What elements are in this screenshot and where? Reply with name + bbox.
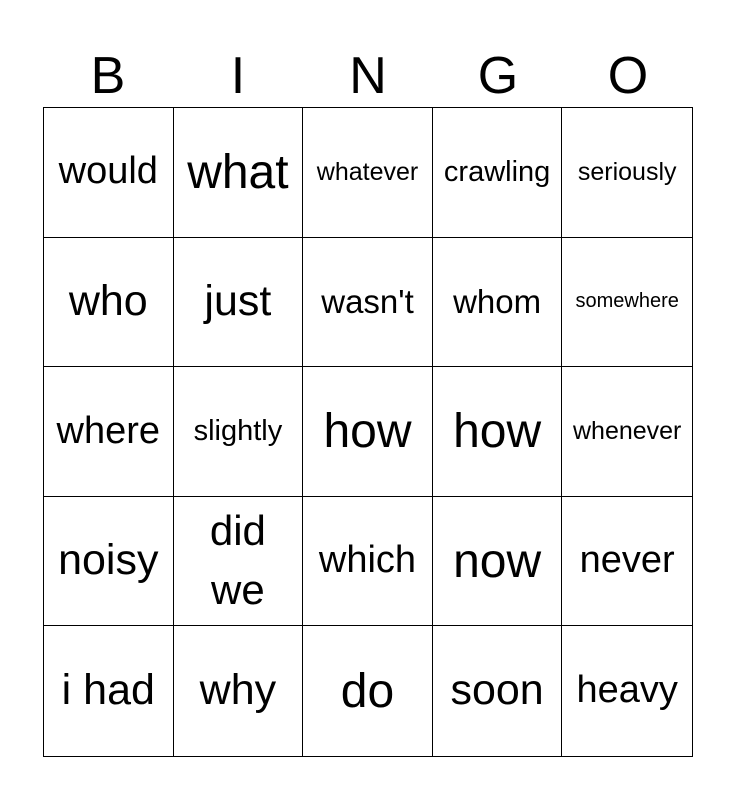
cell-word: slightly [193,414,283,447]
cell-word: whom [453,282,542,320]
cell-word: somewhere [575,290,679,313]
bingo-board [43,107,693,757]
bingo-cell[interactable] [174,367,304,497]
bingo-cell[interactable] [174,626,304,756]
bingo-cell[interactable] [562,626,692,756]
bingo-cell[interactable] [433,367,563,497]
bingo-cell[interactable] [433,238,563,368]
bingo-cell[interactable] [174,108,304,238]
cell-word: never [579,539,675,582]
cell-word: noisy [58,536,159,585]
bingo-cell[interactable] [44,497,174,627]
bingo-cell[interactable] [303,238,433,368]
cell-word: i had [61,666,155,715]
header-letter-n: N [349,47,387,105]
bingo-cell[interactable] [44,238,174,368]
bingo-cell[interactable] [562,108,692,238]
cell-word: whatever [316,157,419,186]
cell-word: whenever [572,417,682,446]
bingo-cell[interactable] [433,626,563,756]
bingo-cell[interactable] [174,497,304,627]
cell-word: did we [209,507,266,614]
bingo-cell[interactable] [44,108,174,238]
bingo-cell[interactable] [303,367,433,497]
bingo-cell[interactable] [433,497,563,627]
cell-word: heavy [576,669,678,712]
bingo-cell[interactable] [303,497,433,627]
cell-word: just [204,277,272,326]
bingo-cell[interactable] [562,238,692,368]
cell-word: wasn't [321,282,414,320]
bingo-cell[interactable] [44,367,174,497]
cell-word: seriously [577,157,677,186]
bingo-cell[interactable] [303,626,433,756]
cell-word: soon [450,666,544,715]
bingo-cell[interactable] [562,367,692,497]
cell-word: crawling [443,155,551,188]
bingo-cell[interactable] [433,108,563,238]
header-letter-b: B [90,47,126,105]
cell-word: where [56,409,161,452]
bingo-header [43,44,693,108]
cell-word: do [340,664,395,718]
cell-word: why [199,666,277,715]
bingo-cell[interactable] [562,497,692,627]
bingo-cell[interactable] [44,626,174,756]
cell-word: how [323,404,412,458]
cell-word: which [318,539,417,582]
cell-word: who [68,277,148,326]
cell-word: would [58,150,158,193]
bingo-cell[interactable] [174,238,304,368]
bingo-cell[interactable] [303,108,433,238]
cell-word: how [453,404,542,458]
header-letter-i: I [230,47,246,105]
cell-word: what [187,145,289,199]
header-letter-o: O [607,47,649,105]
header-letter-g: G [477,47,519,105]
cell-word: now [453,534,542,588]
